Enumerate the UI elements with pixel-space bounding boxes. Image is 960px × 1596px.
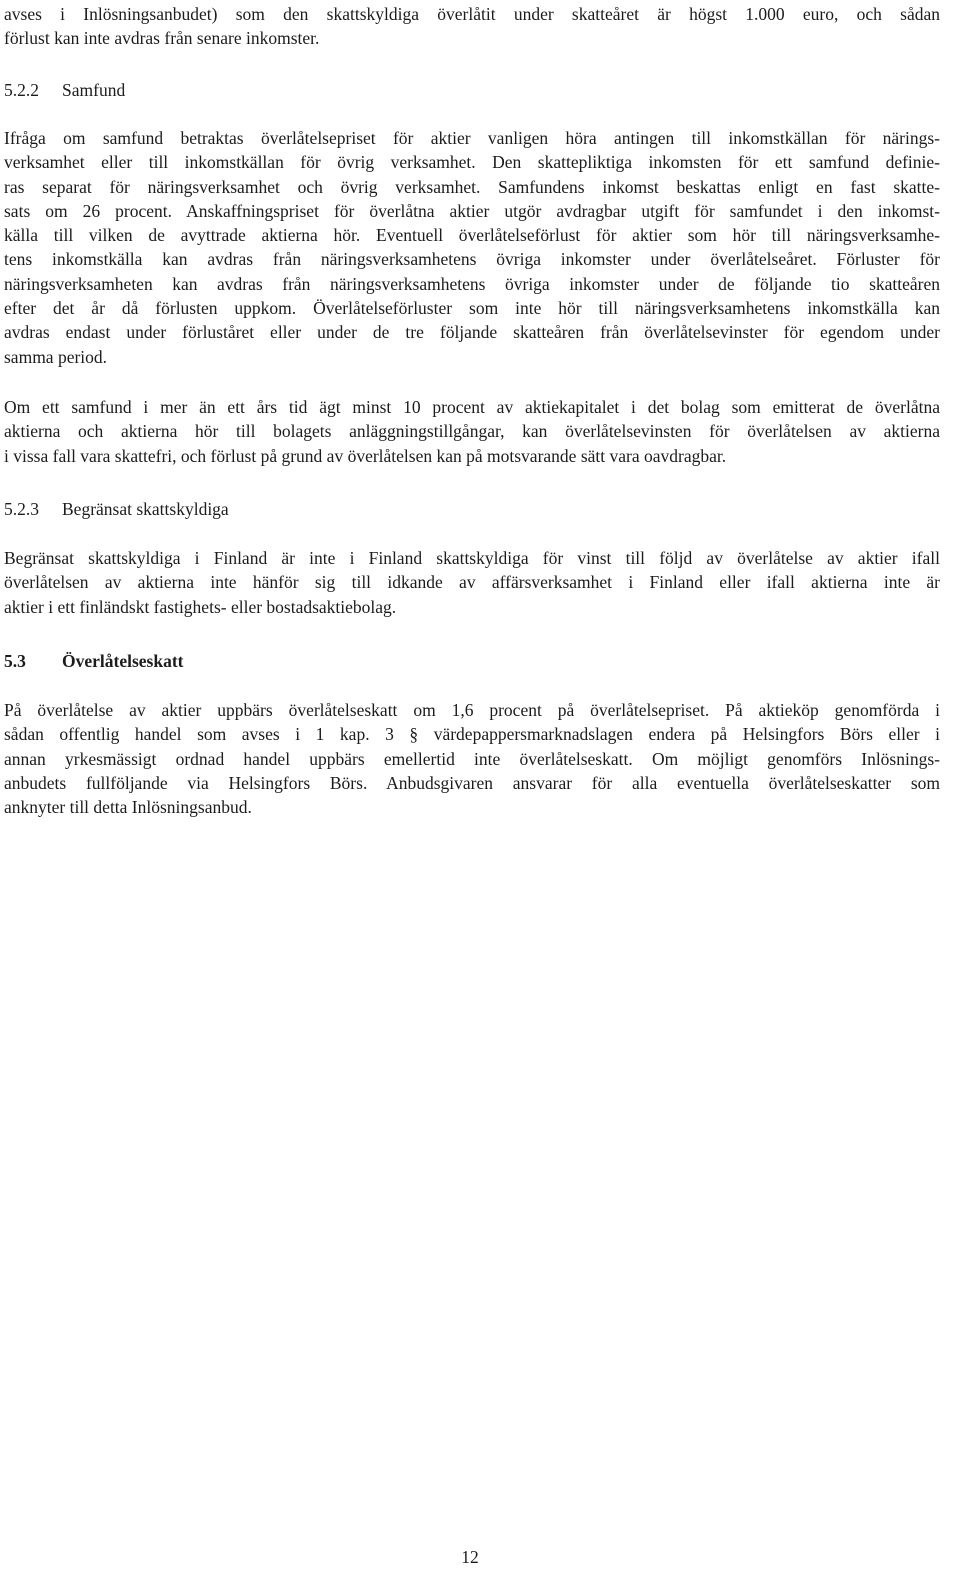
text-line: annan yrkesmässigt ordnad handel uppbärs emellertid inte överlåtelseskatt. Om möjligt genomförs Inlösnings-: [4, 748, 940, 769]
text-line: sats om 26 procent. Anskaffningspriset för överlåtna aktier utgör avdragbar utgift för samfundet i den inkomst-: [4, 200, 940, 221]
begransat-paragraph: [4, 546, 940, 619]
overlatelseskatt-paragraph: [4, 698, 940, 819]
text-line: överlåtelsen av aktierna inte hänför sig till idkande av affärsverksamhet i Finland eller ifall aktierna inte är: [4, 572, 940, 593]
section-title: Överlåtelseskatt: [62, 651, 184, 671]
text-line: ras separat för näringsverksamhet och övrig verksamhet. Samfundens inkomst beskattas enligt en fast skatte-: [4, 176, 940, 197]
text-line: Begränsat skattskyldiga i Finland är inte i Finland skattskyldiga för vinst till följd av överlåtelse av aktier ifall: [4, 548, 940, 568]
section-number: 5.2.2: [4, 80, 39, 100]
text-line: tens inkomstkälla kan avdras från näringsverksamhetens övriga inkomster under överlåtelseåret. Förluster för: [4, 249, 940, 270]
text-line: förlust kan inte avdras från senare inkomster.: [4, 28, 320, 49]
text-line: i vissa fall vara skattefri, och förlust på grund av överlåtelsen kan på motsvarande sätt vara oavdragbar.: [4, 445, 727, 466]
section-number: 5.2.3: [4, 499, 39, 519]
text-line: anbudets fullföljande via Helsingfors Börs. Anbudsgivaren ansvarar för alla eventuella överlåtelseskatter som: [4, 772, 940, 793]
section-number: 5.3: [4, 651, 26, 671]
page-number: 12: [461, 1547, 479, 1567]
section-title: Samfund: [62, 80, 126, 100]
text-line: anknyter till detta Inlösningsanbud.: [4, 797, 252, 818]
text-line: aktierna och aktierna hör till bolagets anläggningstillgångar, kan överlåtelsevinsten för överlåtelsen av aktierna: [4, 421, 940, 442]
samfund-paragraph-2: [4, 395, 940, 468]
text-line: På överlåtelse av aktier uppbärs överlåtelseskatt om 1,6 procent på överlåtelsepriset. På aktieköp genomförda i: [4, 700, 940, 720]
section-heading-5-3: [4, 649, 940, 673]
section-heading-5-2-3: [4, 497, 940, 521]
samfund-paragraph-1: [4, 126, 940, 369]
section-title: Begränsat skattskyldiga: [62, 499, 229, 519]
intro-paragraph: [4, 2, 940, 51]
text-line: avses i Inlösningsanbudet) som den skattskyldiga överlåtit under skatteåret är högst 1.000 euro, och sådan: [4, 4, 940, 24]
text-line: avdras endast under förluståret eller under de tre följande skatteåren från överlåtelsevinster för egendom under: [4, 322, 940, 343]
text-line: verksamhet eller till inkomstkällan för övrig verksamhet. Den skattepliktiga inkomsten för ett samfund definie-: [4, 152, 940, 173]
text-line: sådan offentlig handel som avses i 1 kap. 3 § värdepappersmarknadslagen endera på Helsingfors Börs eller i: [4, 724, 940, 745]
text-line: efter det år då förlusten uppkom. Överlåtelseförluster som inte hör till näringsverksamhetens inkomstkälla kan: [4, 298, 940, 319]
section-heading-5-2-2: [4, 78, 940, 102]
text-line: Ifråga om samfund betraktas överlåtelsepriset för aktier vanligen höra antingen till inkomstkällan för närings-: [4, 128, 940, 148]
text-line: källa till vilken de avyttrade aktierna hör. Eventuell överlåtelseförlust för aktier som hör till näringsverksamhe-: [4, 225, 940, 246]
text-line: Om ett samfund i mer än ett års tid ägt minst 10 procent av aktiekapitalet i det bolag som emitterat de överlåtna: [4, 397, 940, 417]
text-line: samma period.: [4, 346, 108, 367]
text-line: näringsverksamheten kan avdras från näringsverksamhetens övriga inkomster under de följande tio skatteåren: [4, 273, 940, 294]
text-line: aktier i ett finländskt fastighets- eller bostadsaktiebolag.: [4, 596, 397, 617]
